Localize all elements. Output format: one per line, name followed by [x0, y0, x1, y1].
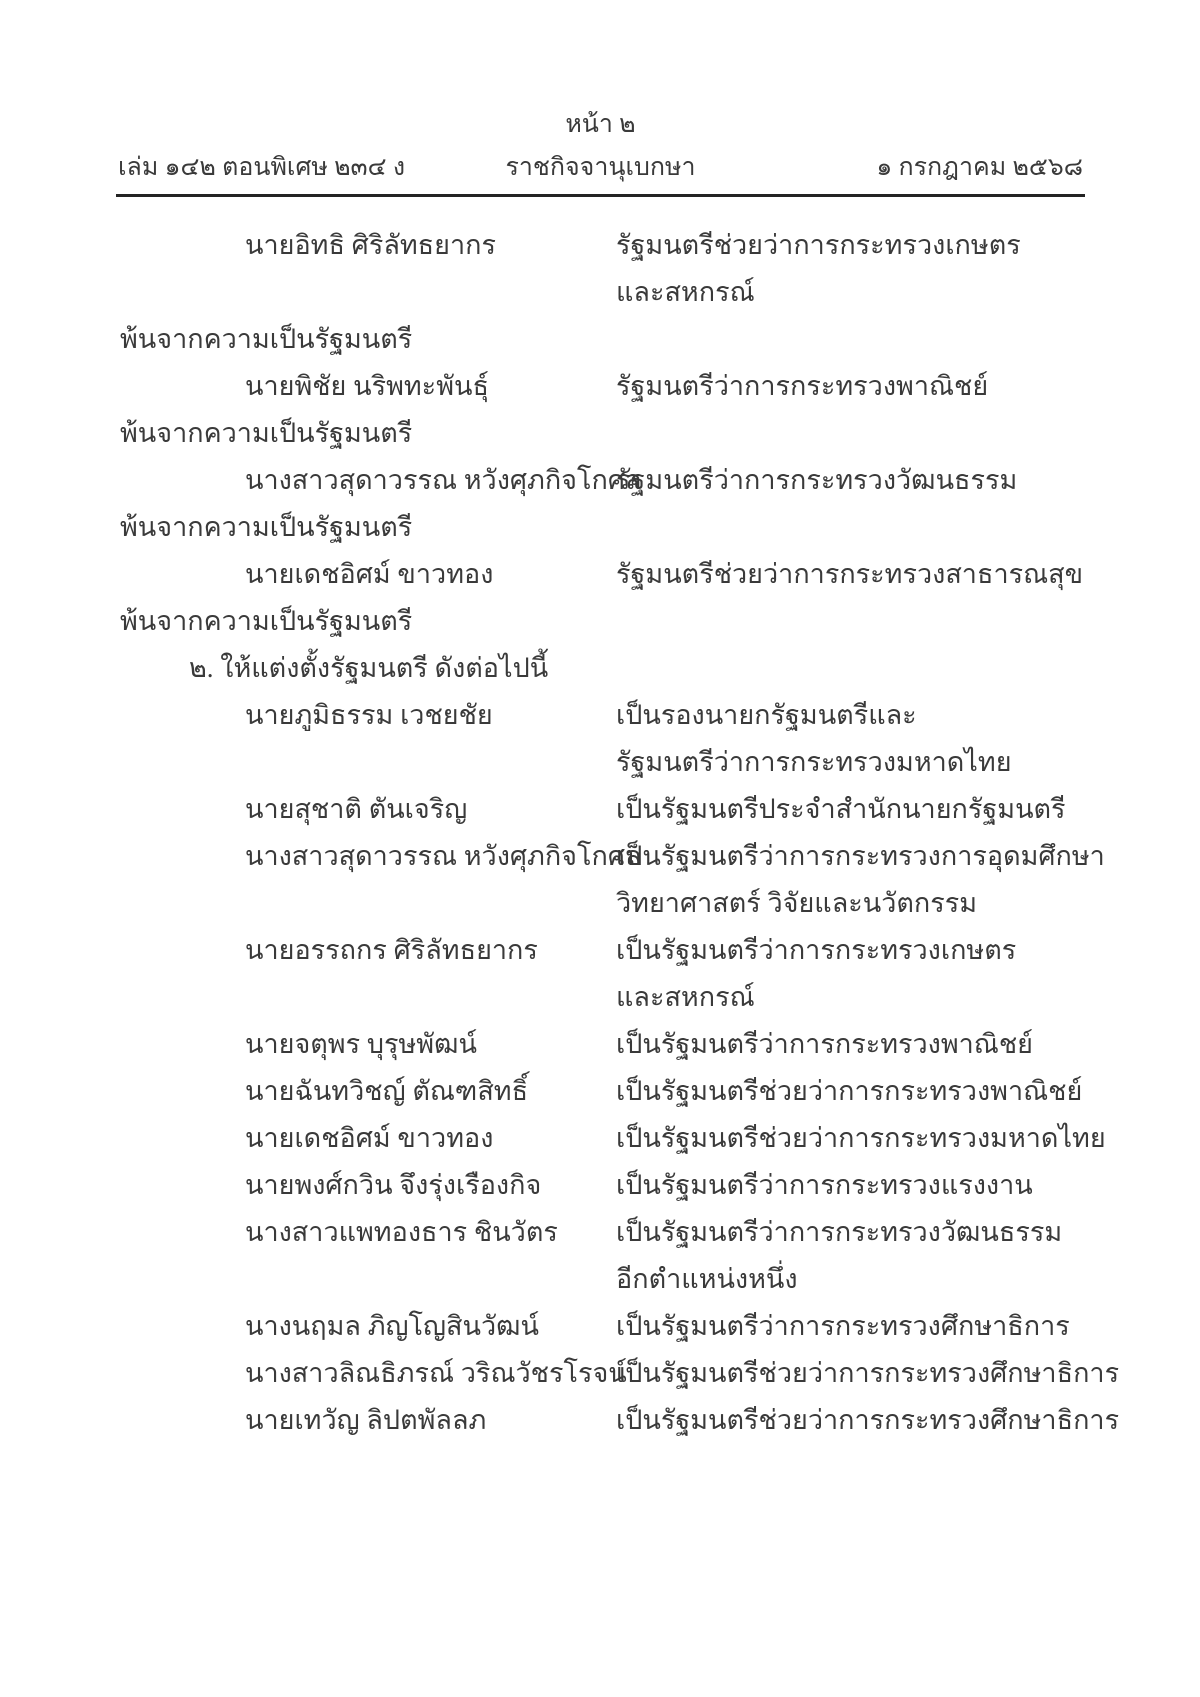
minister-name: นายเดชอิศม์ ขาวทอง	[245, 559, 494, 589]
minister-position: เป็นรัฐมนตรีช่วยว่าการกระทรวงศึกษาธิการ	[616, 1405, 1120, 1435]
minister-name: นายเดชอิศม์ ขาวทอง	[245, 1123, 494, 1153]
minister-name: นายพงศ์กวิน จึงรุ่งเรืองกิจ	[245, 1170, 542, 1200]
volume-issue-label: เล่ม ๑๔๒ ตอนพิเศษ ๒๓๔ ง	[118, 154, 406, 181]
minister-position: เป็นรัฐมนตรีว่าการกระทรวงแรงงาน	[616, 1170, 1033, 1200]
table-row	[0, 410, 1200, 457]
table-row	[0, 833, 1200, 880]
minister-name: นายอิทธิ ศิริลัทธยากร	[245, 230, 496, 260]
table-row	[0, 457, 1200, 504]
table-row	[0, 316, 1200, 363]
minister-position: เป็นรัฐมนตรีว่าการกระทรวงการอุดมศึกษา	[616, 841, 1105, 871]
minister-name: นางนฤมล ภิญโญสินวัฒน์	[245, 1311, 539, 1341]
table-row	[0, 786, 1200, 833]
table-row	[0, 269, 1200, 316]
margin-note: พ้นจากความเป็นรัฐมนตรี	[120, 418, 413, 448]
margin-note: พ้นจากความเป็นรัฐมนตรี	[120, 512, 413, 542]
table-row	[0, 880, 1200, 927]
minister-position: รัฐมนตรีว่าการกระทรวงวัฒนธรรม	[616, 465, 1018, 495]
table-row	[0, 222, 1200, 269]
minister-position: เป็นรัฐมนตรีประจำสำนักนายกรัฐมนตรี	[616, 794, 1066, 824]
table-row	[0, 1397, 1200, 1444]
table-row	[0, 1162, 1200, 1209]
minister-position: รัฐมนตรีช่วยว่าการกระทรวงเกษตร	[616, 230, 1021, 260]
minister-position: รัฐมนตรีว่าการกระทรวงพาณิชย์	[616, 371, 989, 401]
minister-position: เป็นรัฐมนตรีว่าการกระทรวงวัฒนธรรม	[616, 1217, 1063, 1247]
gazette-masthead	[116, 150, 1085, 190]
minister-name: นายอรรถกร ศิริลัทธยากร	[245, 935, 538, 965]
publication-date: ๑ กรกฎาคม ๒๕๖๘	[876, 154, 1083, 181]
table-row	[0, 1256, 1200, 1303]
gazette-title: ราชกิจจานุเบกษา	[505, 154, 696, 181]
minister-position: เป็นรัฐมนตรีช่วยว่าการกระทรวงศึกษาธิการ	[616, 1358, 1120, 1388]
minister-name: นายสุชาติ ตันเจริญ	[245, 794, 468, 824]
minister-name: นางสาวลิณธิภรณ์ วริณวัชรโรจน์	[245, 1358, 627, 1388]
table-row	[0, 363, 1200, 410]
margin-note: พ้นจากความเป็นรัฐมนตรี	[120, 324, 413, 354]
position-continuation: และสหกรณ์	[616, 982, 755, 1012]
minister-position: เป็นรัฐมนตรีช่วยว่าการกระทรวงมหาดไทย	[616, 1123, 1106, 1153]
section-heading: ๒. ให้แต่งตั้งรัฐมนตรี ดังต่อไปนี้	[189, 653, 549, 683]
minister-position: เป็นรองนายกรัฐมนตรีและ	[616, 700, 917, 730]
table-row	[0, 974, 1200, 1021]
minister-name: นายเทวัญ ลิปตพัลลภ	[245, 1405, 487, 1435]
table-row	[0, 551, 1200, 598]
header-divider	[116, 194, 1085, 197]
table-row	[0, 927, 1200, 974]
table-row	[0, 1115, 1200, 1162]
minister-name: นายพิชัย นริพทะพันธุ์	[245, 371, 489, 401]
document-body	[0, 222, 1200, 1444]
minister-name: นายจตุพร บุรุษพัฒน์	[245, 1029, 477, 1059]
minister-name: นางสาวแพทองธาร ชินวัตร	[245, 1217, 558, 1247]
position-continuation: รัฐมนตรีว่าการกระทรวงมหาดไทย	[616, 747, 1012, 777]
table-row	[0, 1303, 1200, 1350]
table-row	[0, 504, 1200, 551]
position-continuation: วิทยาศาสตร์ วิจัยและนวัตกรรม	[616, 888, 978, 918]
minister-position: เป็นรัฐมนตรีช่วยว่าการกระทรวงพาณิชย์	[616, 1076, 1083, 1106]
minister-position: เป็นรัฐมนตรีว่าการกระทรวงศึกษาธิการ	[616, 1311, 1070, 1341]
margin-note: พ้นจากความเป็นรัฐมนตรี	[120, 606, 413, 636]
table-row	[0, 598, 1200, 645]
minister-position: เป็นรัฐมนตรีว่าการกระทรวงพาณิชย์	[616, 1029, 1033, 1059]
minister-position: เป็นรัฐมนตรีว่าการกระทรวงเกษตร	[616, 935, 1017, 965]
table-row	[0, 1209, 1200, 1256]
table-row	[0, 1350, 1200, 1397]
minister-name: นางสาวสุดาวรรณ หวังศุภกิจโกศล	[245, 465, 642, 495]
minister-position: รัฐมนตรีช่วยว่าการกระทรวงสาธารณสุข	[616, 559, 1084, 589]
position-continuation: อีกตำแหน่งหนึ่ง	[616, 1264, 798, 1294]
minister-name: นายฉันทวิชญ์ ตัณฑสิทธิ์	[245, 1076, 529, 1106]
minister-name: นางสาวสุดาวรรณ หวังศุภกิจโกศล	[245, 841, 642, 871]
table-row	[0, 1021, 1200, 1068]
table-row	[0, 1068, 1200, 1115]
table-row	[0, 739, 1200, 786]
table-row	[0, 692, 1200, 739]
page-number-label: หน้า ๒	[565, 111, 636, 138]
table-row	[0, 645, 1200, 692]
minister-name: นายภูมิธรรม เวชยชัย	[245, 700, 493, 730]
position-continuation: และสหกรณ์	[616, 277, 755, 307]
